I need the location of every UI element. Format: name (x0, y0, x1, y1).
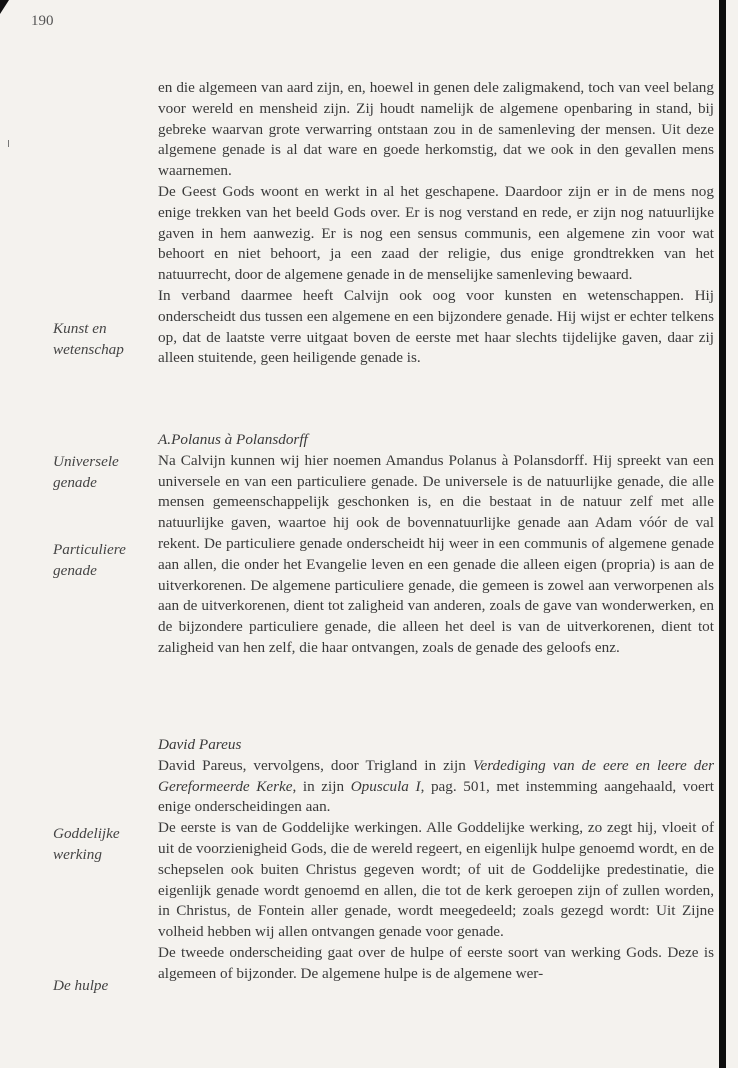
margin-note-hulpe (53, 975, 153, 996)
book-title: Verdediging van de eere en leere der Gereformeerde Kerke (158, 756, 714, 795)
text-run: , pag. 501, met instemming aangehaald, voert enige onderscheidingen aan. (158, 777, 715, 816)
text-block-calvijn (158, 78, 714, 369)
text-run: , in zijn (292, 777, 351, 795)
page-edge-bar (719, 0, 726, 1068)
paragraph: en die algemeen van aard zijn, en, hoewel in genen dele zaligmakend, toch van veel belang voor wereld en mensheid zijn. Zij houdt namelijk de algemene openbaring in stand, bij gebreke waarvan grote verwarring ontstaan zou in de samenleving der mensen. Uit deze algemene genade is al dat ware en goede herkomstig, dat we ook in den gevallen mens waarnemen. (158, 79, 714, 180)
text-run: David Pareus, vervolgens, door Trigland in zijn (158, 756, 473, 774)
book-title: Opuscula I (350, 777, 421, 795)
margin-note-line: Goddelijke (53, 825, 120, 842)
margin-note-line: wetenschap (53, 341, 124, 358)
margin-note-kunst (53, 318, 153, 360)
paragraph: De eerste is van de Goddelijke werkingen. Alle Goddelijke werking, zo zegt hij, vloeit of uit de voorzienigheid Gods, die de wereld regeert, en eigenlijk hulpe genoemd wordt, en de schepselen ook buiten Christus gegeven wordt; of uit de Goddelijke predestinatie, die eigenlijk genade wordt genoemd en allen, die tot de kerk geroepen zijn of zullen worden, in Christus, de Fontein aller genade, wordt meegedeeld; zoals gezegd wordt: Uit Zijne volheid hebben wij allen ontvangen genade voor genade. (158, 819, 714, 941)
margin-note-goddelijke (53, 823, 153, 865)
text-block-polanus (158, 430, 714, 659)
margin-note-universele (53, 451, 153, 493)
paragraph (158, 756, 714, 818)
margin-note-line: Universele (53, 453, 119, 470)
margin-note-line: Kunst en (53, 320, 107, 337)
corner-crop-mark (0, 0, 9, 14)
margin-note-line: genade (53, 562, 97, 579)
margin-note-line: genade (53, 474, 97, 491)
paragraph: De tweede onderscheiding gaat over de hulpe of eerste soort van werking Gods. Deze is algemeen of bijzonder. De algemene hulpe is de algemene wer- (158, 943, 714, 982)
margin-note-line: De hulpe (53, 977, 109, 994)
paragraph: De Geest Gods woont en werkt in al het geschapene. Daardoor zijn er in de mens nog enige trekken van het beeld Gods over. Er is nog verstand en rede, er zijn nog natuurlijke gaven in hem aanwezig. Er is nog een sensus communis, een algemene zin voor wat behoort en niet behoort, ja een zaad der religie, dus enige grondtrekken van het natuurrecht, door de algemene genade in de menselijke samenleving bewaard. (158, 182, 714, 284)
paragraph: In verband daarmee heeft Calvijn ook oog voor kunsten en wetenschappen. Hij onderscheidt dus tussen een algemene en een bijzondere genade. Hij wijst er echter telkens op, dat de laatste verre uitgaat boven de eerste met haar slechts tijdelijke gaven, daar zij alleen stuitende, geen heiligende genade is. (158, 286, 714, 367)
margin-note-particuliere (53, 539, 153, 581)
section-title: David Pareus (158, 736, 242, 753)
paragraph: Na Calvijn kunnen wij hier noemen Amandus Polanus à Polansdorff. Hij spreekt van een universele en van een particuliere genade. De universele is de natuurlijke genade, die alle mensen gemeenschappelijk geschonken is, en die bestaat in de natuur zelf met alle natuurlijke gaven, waartoe hij ook de bovennatuurlijke genade aan Adam vóór de val rekent. De particuliere genade onderscheidt hij weer in een communis of algemene genade aan allen, die onder het Evangelie leven en een genade die alleen eigen (propria) is aan de uitverkorenen. De algemene particuliere genade, die gemeen is zowel aan verworpenen als aan de uitverkorenen, dient tot zaligheid van anderen, zoals de gave van wonderwerken, en de bijzondere particuliere genade, die alleen het deel is van de uitverkorenen, dient tot zaligheid van hen zelf, die haar ontvangen, zoals de genade des geloofs enz. (158, 451, 714, 656)
margin-note-line: werking (53, 846, 102, 863)
page-number: 190 (31, 13, 54, 29)
section-title: A.Polanus à Polansdorff (158, 431, 308, 448)
margin-tick-mark (8, 140, 9, 147)
margin-note-line: Particuliere (53, 541, 126, 558)
text-block-pareus (158, 735, 714, 985)
